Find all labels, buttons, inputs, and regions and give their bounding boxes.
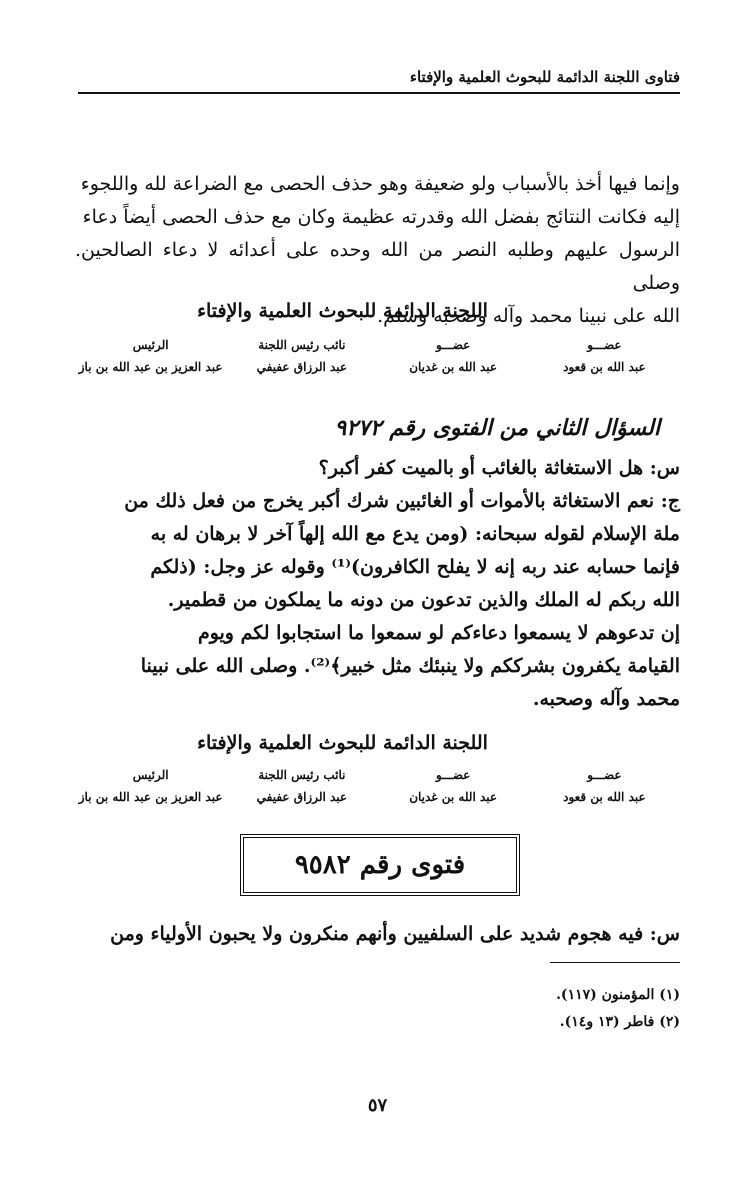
member-role: الرئيس: [132, 768, 169, 782]
signature-member: [378, 338, 529, 374]
answer-line: ج: نعم الاستغاثة بالأموات أو الغائبين شرك أكبر يخرج من فعل ذلك من: [124, 490, 680, 512]
signature-member: [75, 338, 226, 374]
header-rule: [78, 92, 680, 94]
question-line: س: فيه هجوم شديد على السلفيين وأنهم منكرون ولا يحبون الأولياء ومن: [110, 923, 680, 945]
question3-text: [75, 918, 680, 951]
member-role: عضـــو: [435, 338, 471, 352]
answer-line: ملة الإسلام لقوله سبحانه: (ومن يدع مع الله إلهاً آخر لا برهان له به: [150, 523, 680, 545]
member-name: عبد العزيز بن عبد الله بن باز: [78, 790, 223, 804]
paragraph-line: وإنما فيها أخذ بالأسباب ولو ضعيفة وهو حذف الحصى مع الضراعة لله واللجوء: [80, 173, 680, 195]
member-name: عبد الله بن غديان: [409, 790, 498, 804]
committee-title: اللجنة الدائمة للبحوث العلمية والإفتاء: [197, 300, 488, 322]
member-role: عضـــو: [435, 768, 471, 782]
fatwa-number-box: فتوى رقم ٩٥٨٢: [240, 834, 520, 896]
signature-grid: [75, 338, 680, 374]
page-number: ٥٧: [367, 1095, 388, 1116]
question2-text: [75, 452, 680, 716]
footnote-rule: [550, 962, 680, 963]
answer-line: القيامة يكفرون بشرككم ولا ينبئك مثل خبير﴾⁽²⁾. وصلى الله على نبينا: [140, 655, 680, 677]
signature-member: [529, 768, 680, 804]
member-role: نائب رئيس اللجنة: [258, 768, 346, 782]
member-name: عبد الرزاق عفيفي: [256, 790, 348, 804]
question-heading: السؤال الثاني من الفتوى رقم ٩٢٧٢: [334, 415, 660, 441]
signature-member: [226, 338, 377, 374]
signature-member: [75, 768, 226, 804]
answer-line: إن تدعوهم لا يسمعوا دعاءكم لو سمعوا ما استجابوا لكم ويوم: [197, 622, 680, 644]
answer-line: فإنما حسابه عند ربه إنه لا يفلح الكافرون)⁽¹⁾ وقوله عز وجل: (ذلكم: [150, 556, 680, 578]
footnotes: [380, 982, 680, 1036]
paragraph-line: الله على نبينا محمد وآله وصحبه وسلم.: [377, 305, 680, 327]
committee-title: اللجنة الدائمة للبحوث العلمية والإفتاء: [197, 732, 488, 754]
member-role: الرئيس: [132, 338, 169, 352]
signature-member: [226, 768, 377, 804]
footnote: (٢) فاطر (١٣ و١٤).: [559, 1014, 680, 1030]
running-header: فتاوى اللجنة الدائمة للبحوث العلمية والإفتاء: [409, 68, 680, 86]
member-name: عبد العزيز بن عبد الله بن باز: [78, 360, 223, 374]
member-role: عضـــو: [587, 338, 622, 352]
member-name: عبد الرزاق عفيفي: [256, 360, 348, 374]
member-role: عضـــو: [587, 768, 622, 782]
signature-member: [529, 338, 680, 374]
question-line: س: هل الاستغاثة بالغائب أو بالميت كفر أكبر؟: [318, 457, 680, 479]
member-role: نائب رئيس اللجنة: [258, 338, 346, 352]
answer-line: الله ربكم له الملك والذين تدعون من دونه ما يملكون من قطمير.: [167, 589, 680, 611]
signature-grid: [75, 768, 680, 804]
signature-member: [378, 768, 529, 804]
answer-line: محمد وآله وصحبه.: [532, 688, 680, 710]
member-name: عبد الله بن قعود: [563, 790, 646, 804]
footnote: (١) المؤمنون (١١٧).: [556, 987, 680, 1003]
paragraph-line: الرسول عليهم وطلبه النصر من الله وحده على أعدائه لا دعاء الصالحين. وصلى: [75, 239, 680, 294]
member-name: عبد الله بن غديان: [409, 360, 498, 374]
paragraph-line: إليه فكانت النتائج بفضل الله وقدرته عظيمة وكان مع حذف الحصى أيضاً دعاء: [82, 206, 680, 228]
member-name: عبد الله بن قعود: [563, 360, 646, 374]
